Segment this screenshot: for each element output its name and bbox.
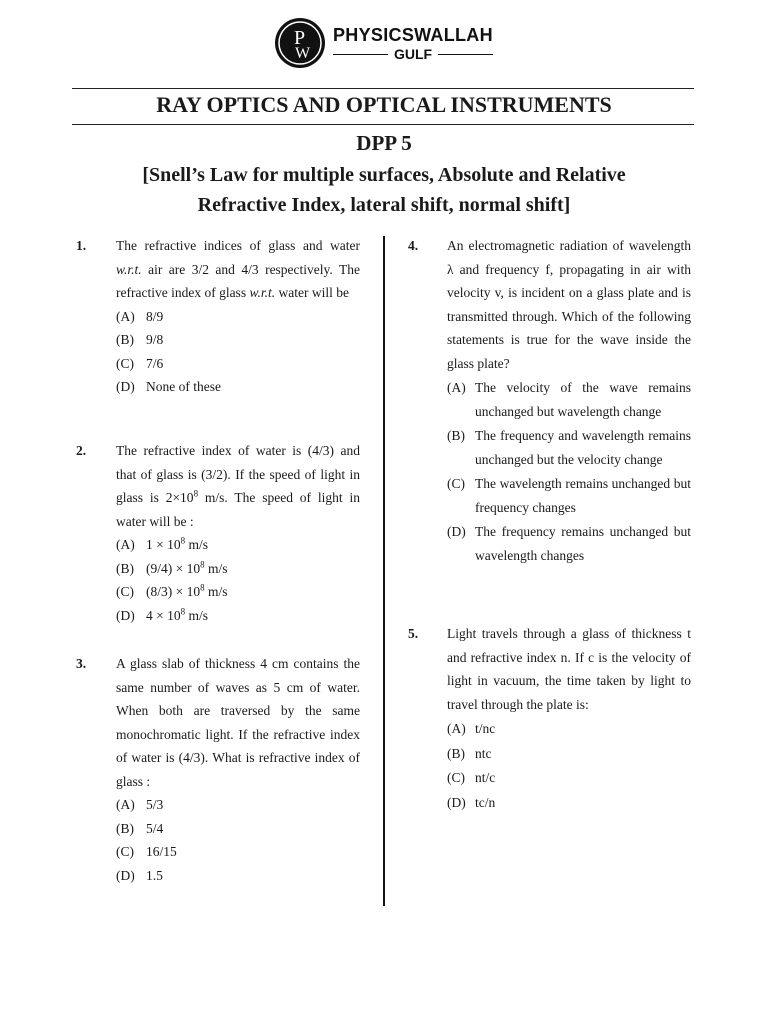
option-c: (C) $(8/3) \times 10^8$ m/s [116, 582, 228, 599]
question-number: 5. [408, 626, 419, 641]
header-rule-top [72, 88, 694, 89]
option-b: (B) The frequency and wavelength remains unchanged but the velocity change [447, 428, 691, 467]
option-a: (A) The velocity of the wave remains unchanged but wavelength change [447, 380, 691, 419]
option-c: (C) 7/6 [116, 355, 164, 371]
column-divider [383, 236, 385, 906]
question-stem: An electromagnetic radiation of wavelength λ and frequency f, propagating in air with velocity v, is incident on a glass plate and is transmitted through. Which of the following statements is true for the wave inside the glass plate? [447, 238, 691, 371]
option-d: (D) tc/n [447, 794, 496, 810]
svg-text:W: W [295, 45, 311, 62]
question-number: 2. [76, 443, 87, 458]
option-d: (D) 1.5 [116, 867, 163, 883]
question-stem: The refractive indices of glass and water w.r.t. air are 3/2 and 4/3 respectively. The refractive index of glass w.r.t. water will be [116, 238, 360, 300]
svg-text:P: P [294, 27, 306, 49]
question-number: 4. [408, 238, 419, 253]
brand-sub: GULF [393, 46, 433, 62]
option-c: (C) The wavelength remains unchanged but frequency changes [447, 476, 691, 515]
option-a: (A) t/nc [447, 721, 496, 736]
option-c: (C) nt/c [447, 770, 496, 785]
option-b: (B) 5/4 [116, 820, 164, 836]
dpp-label: DPP 5 [356, 131, 412, 155]
topic-line-1: [Snell’s Law for multiple surfaces, Absolute and Relative [142, 164, 626, 186]
option-b: (B) 9/8 [116, 332, 164, 347]
question-stem: A glass slab of thickness 4 cm contains the same number of waves as 5 cm of water. When both are traversed by the same monochromatic light. If the refractive index of water is (4/3). What is refractive index of glass : [116, 656, 360, 789]
option-d: (D) The frequency remains unchanged but wavelength changes [447, 524, 691, 563]
option-a: (A) 5/3 [116, 797, 164, 812]
page-title: RAY OPTICS AND OPTICAL INSTRUMENTS [156, 92, 612, 117]
question-number: 3. [76, 656, 87, 671]
logo [0, 18, 768, 68]
topic-line-2: Refractive Index, lateral shift, normal shift] [197, 194, 571, 216]
option-c: (C) 16/15 [116, 844, 177, 859]
header-rule-bottom [72, 124, 694, 125]
question-number: 1. [76, 238, 87, 253]
question-stem: Light travels through a glass of thickness t and refractive index n. If c is the velocity of light in vacuum, the time taken by light to travel through the plate is: [447, 626, 691, 712]
option-b: (B) ntc [447, 745, 492, 761]
option-a: (A) $1 \times 10^8$ m/s [116, 535, 209, 552]
option-d: (D) None of these [116, 379, 221, 394]
brand-name: PHYSICSWALLAH [333, 25, 493, 45]
question-stem: The refractive index of water is (4/3) and that of glass is (3/2). If the speed of light in glass is $2\times 10^8$ m/s. The speed of light in water will be : [116, 443, 360, 529]
option-d: (D) $4 \times 10^8$ m/s [116, 606, 209, 623]
option-a: (A) 8/9 [116, 308, 164, 324]
option-b: (B) $(9/4) \times 10^8$ m/s [116, 559, 228, 576]
pw-logo-icon [275, 18, 325, 68]
